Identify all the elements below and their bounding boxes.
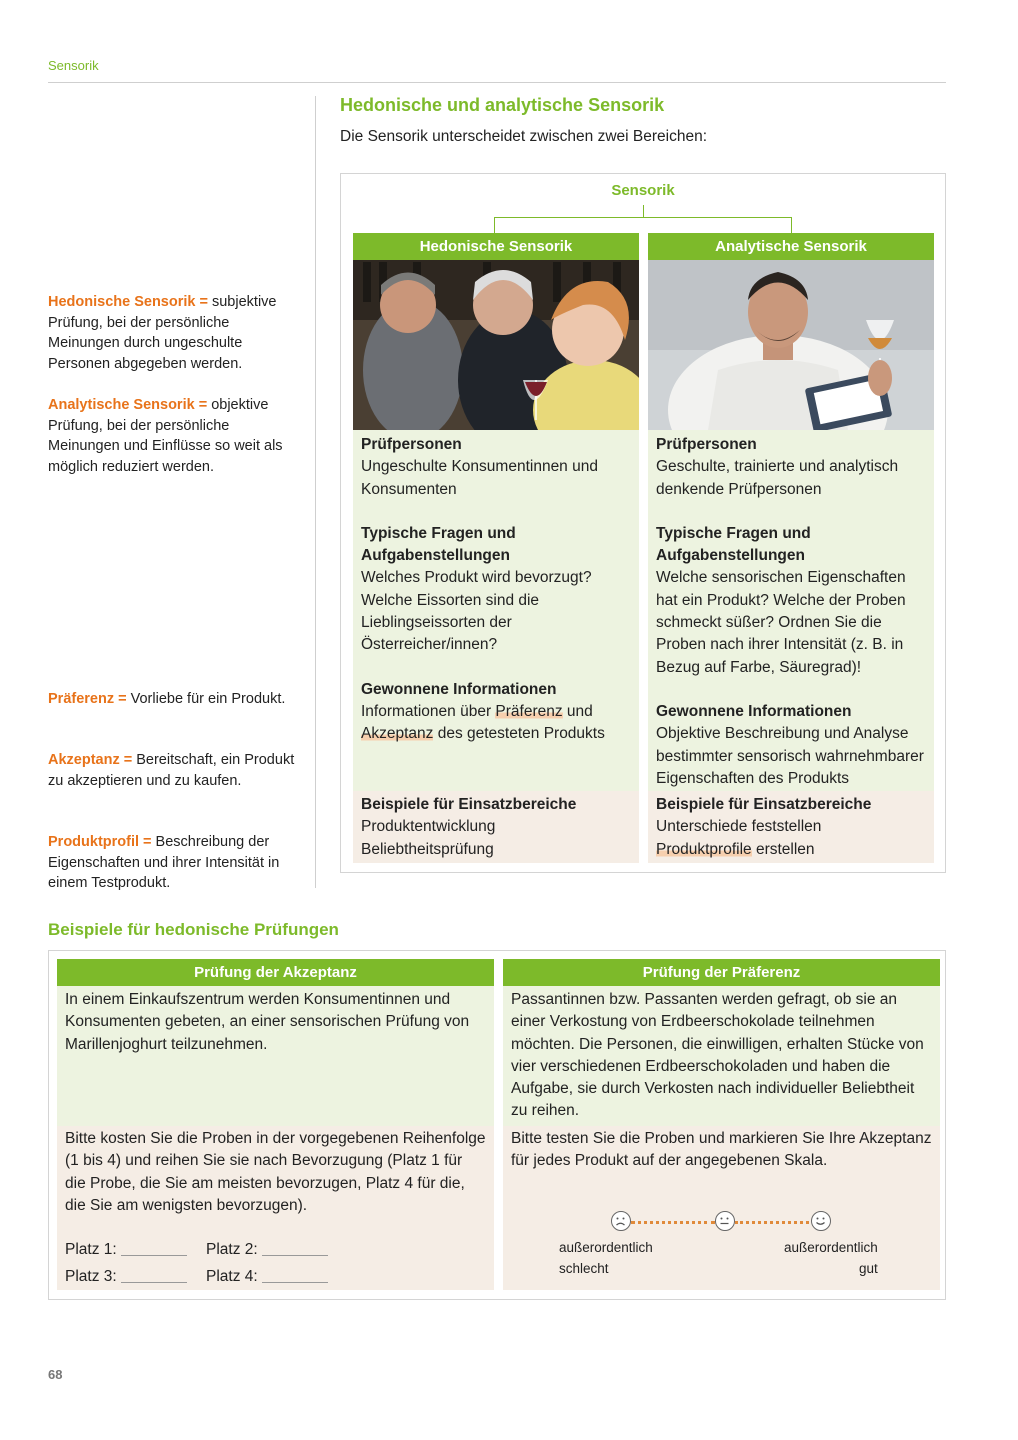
akzeptanz-task bbox=[57, 1126, 494, 1290]
examples-title: Beispiele für hedonische Prüfungen bbox=[48, 920, 339, 939]
photo-wine-tasting-group bbox=[353, 260, 639, 430]
analytic-fragen-head: Typische Fragen und Aufgabenstellungen bbox=[656, 524, 811, 565]
hedonic-column bbox=[353, 233, 639, 863]
analytic-pruef-text: Geschulte, trainierte und analytisch denkende Prüfpersonen bbox=[656, 458, 899, 498]
praeferenz-header: Prüfung der Präferenz bbox=[503, 959, 940, 986]
platz-2-field[interactable]: Platz 2: bbox=[206, 1239, 328, 1261]
hedonic-bsp-item: Beliebtheitsprüfung bbox=[361, 840, 494, 858]
analytic-header: Analytische Sensorik bbox=[648, 233, 934, 260]
analytic-info-text: Objektive Beschreibung und Analyse bestimmter sensorisch wahrnehmbarer Eigenschaften des Produkts bbox=[656, 725, 924, 787]
analytic-column bbox=[648, 233, 934, 863]
glossary-text: Bereitschaft, ein Produkt zu akzeptieren und zu kaufen. bbox=[48, 752, 295, 789]
glossary-term: Analytische Sensorik = bbox=[48, 397, 208, 413]
sensorik-diagram bbox=[340, 173, 946, 873]
hedonic-fragen-text: Welches Produkt wird bevorzugt? Welche Eissorten sind die Lieblingseissorten der Österreicher/innen? bbox=[361, 569, 592, 654]
hedonic-pruef-head: Prüfpersonen bbox=[361, 436, 462, 453]
rating-scale-line bbox=[631, 1221, 715, 1224]
hedonic-bsp-item: Produktentwicklung bbox=[361, 818, 496, 836]
tree-connector bbox=[791, 217, 792, 233]
diagram-root-label: Sensorik bbox=[611, 182, 675, 199]
section-title: Hedonische und analytische Sensorik bbox=[340, 95, 665, 115]
platz-1-field[interactable]: Platz 1: bbox=[65, 1239, 187, 1261]
praeferenz-column bbox=[503, 959, 940, 1290]
glossary-produktprofil bbox=[48, 832, 298, 894]
sad-face-icon[interactable] bbox=[611, 1211, 631, 1231]
platz-4-field[interactable]: Platz 4: bbox=[206, 1266, 328, 1288]
column-divider bbox=[315, 96, 316, 888]
glossary-text: Vorliebe für ein Produkt. bbox=[126, 691, 286, 707]
glossary-term: Akzeptanz = bbox=[48, 752, 133, 768]
neutral-face-icon[interactable] bbox=[715, 1211, 735, 1231]
hedonic-info-head: Gewonnene Informationen bbox=[361, 680, 557, 698]
analytic-details bbox=[648, 430, 934, 791]
analytic-fragen-text: Welche sensorischen Eigenschaften hat ein Produkt? Welche der Proben schmeckt süßer? Ordnen Sie die Proben nach ihrer Intensität (z. B. in Bezug auf Farbe, Säuregrad)! bbox=[656, 569, 906, 676]
glossary-praeferenz bbox=[48, 689, 298, 710]
praeferenz-task bbox=[503, 1126, 940, 1290]
header-divider bbox=[48, 82, 946, 83]
wine-tasting-group-image bbox=[353, 260, 639, 430]
tree-connector bbox=[494, 217, 792, 218]
glossary-text: objektive Prüfung, bei der persönliche Meinungen und Einflüsse so weit als möglich reduziert werden. bbox=[48, 397, 283, 475]
glossary-text: subjektive Prüfung, bei der persönliche Meinungen durch ungeschulte Personen abgegeben werden. bbox=[48, 294, 277, 372]
highlight-praeferenz: Präferenz bbox=[495, 702, 563, 720]
analytic-bsp-head: Beispiele für Einsatzbereiche bbox=[656, 796, 872, 813]
scale-label-high: außerordentlich gut bbox=[784, 1240, 878, 1276]
lab-taster-image bbox=[648, 260, 934, 430]
glossary-term: Präferenz = bbox=[48, 691, 127, 707]
running-header: Sensorik bbox=[48, 58, 99, 73]
glossary-text: Beschreibung der Eigenschaften und ihrer Intensität in einem Testprodukt. bbox=[48, 834, 280, 891]
glossary-term: Produktprofil = bbox=[48, 834, 152, 850]
analytic-bsp-item: Unterschiede feststellen bbox=[656, 818, 822, 836]
akzeptanz-header: Prüfung der Akzeptanz bbox=[57, 959, 494, 986]
akzeptanz-column bbox=[57, 959, 494, 1290]
section-intro: Die Sensorik unterscheidet zwischen zwei Bereichen: bbox=[340, 128, 708, 145]
akzeptanz-instruction: Bitte kosten Sie die Proben in der vorgegebenen Reihenfolge (1 bis 4) und reihen Sie sie nach Bevorzugung (Platz 1 für die Probe, die Sie am meisten bevorzugen, Platz 4 für die, die Sie am wenigsten bevorzugen). bbox=[65, 1130, 486, 1214]
rating-scale-line bbox=[735, 1221, 821, 1224]
hedonic-fragen-head: Typische Fragen und Aufgabenstellungen bbox=[361, 524, 516, 565]
page-number: 68 bbox=[48, 1367, 63, 1382]
tree-connector bbox=[494, 217, 495, 233]
scale-label-low: außerordentlich schlecht bbox=[559, 1240, 653, 1276]
happy-face-icon[interactable] bbox=[811, 1211, 831, 1231]
akzeptanz-description: In einem Einkaufszentrum werden Konsumentinnen und Konsumenten gebeten, an einer sensorischen Prüfung von Marillenjoghurt teilzunehmen. bbox=[57, 986, 494, 1126]
analytic-pruef-head: Prüfpersonen bbox=[656, 436, 757, 453]
praeferenz-instruction: Bitte testen Sie die Proben und markieren Sie Ihre Akzeptanz für jedes Produkt auf der angegebenen Skala. bbox=[511, 1130, 932, 1170]
glossary-hedonisch bbox=[48, 292, 298, 374]
examples-box bbox=[48, 950, 946, 1300]
photo-lab-taster bbox=[648, 260, 934, 430]
hedonic-bsp-head: Beispiele für Einsatzbereiche bbox=[361, 796, 577, 813]
glossary-term: Hedonische Sensorik = bbox=[48, 294, 208, 310]
hedonic-pruef-text: Ungeschulte Konsumentinnen und Konsumenten bbox=[361, 458, 598, 498]
praeferenz-description: Passantinnen bzw. Passanten werden gefragt, ob sie an einer Verkostung von Erdbeerschokolade teilnehmen möchten. Die Personen, die einwilligen, erhalten Stücke von vier verschiedenen Erdbeerschokoladen und haben die Aufgabe, sie durch Verkosten nach individueller Beliebtheit zu reihen. bbox=[503, 986, 940, 1126]
highlight-produktprofile: Produktprofile bbox=[656, 840, 752, 858]
tree-connector bbox=[643, 205, 644, 217]
highlight-akzeptanz: Akzeptanz bbox=[361, 725, 434, 743]
glossary-akzeptanz bbox=[48, 750, 298, 791]
analytic-info-head: Gewonnene Informationen bbox=[656, 702, 852, 720]
platz-3-field[interactable]: Platz 3: bbox=[65, 1266, 187, 1288]
analytic-bsp-item: Produktprofile erstellen bbox=[656, 840, 815, 858]
hedonic-header: Hedonische Sensorik bbox=[353, 233, 639, 260]
glossary-analytisch bbox=[48, 395, 298, 477]
hedonic-info-text: Informationen über Präferenz und Akzeptanz des getesteten Produkts bbox=[361, 702, 605, 743]
hedonic-details bbox=[353, 430, 639, 791]
analytic-examples bbox=[648, 791, 934, 863]
hedonic-examples bbox=[353, 791, 639, 863]
